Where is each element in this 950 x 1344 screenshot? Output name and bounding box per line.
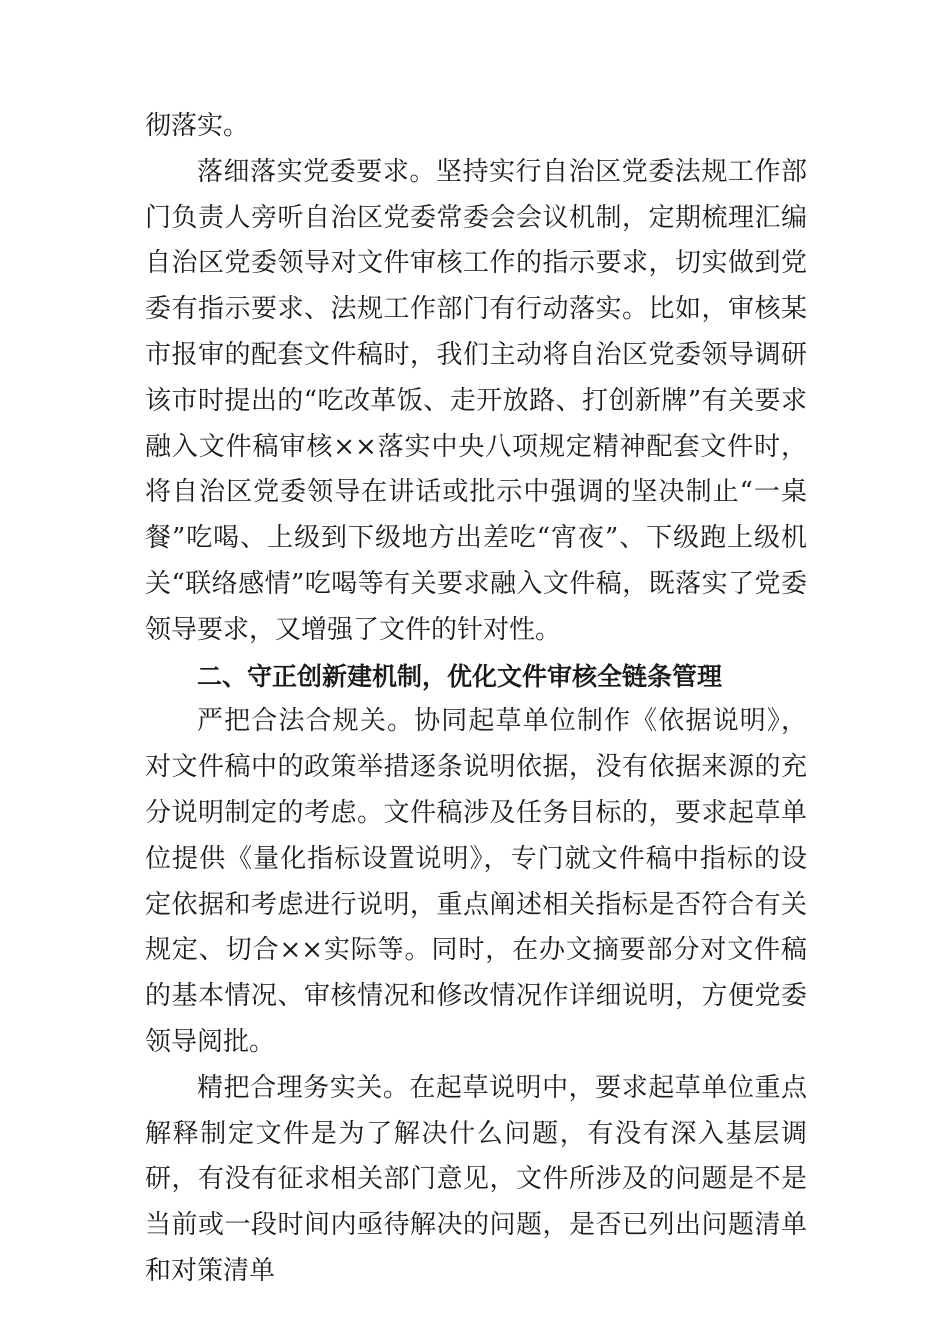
- paragraph-continuation: 彻落实。: [145, 111, 250, 141]
- paragraph-legal-compliance: 严把合法合规关。协同起草单位制作《依据说明》，对文件稿中的政策举措逐条说明依据，没有依据来源的充分说明制定的考虑。文件稿涉及任务目标的，要求起草单位提供《量化指标设置说明》，专门就文件稿中指标的设定依据和考虑进行说明，重点阐述相关指标是否符合有关规定、切合××实际等。同时，在办文摘要部分对文件稿的基本情况、审核情况和修改情况作详细说明，方便党委领导阅批。: [145, 706, 807, 1057]
- document-page: [145, 104, 807, 1295]
- paragraph-rational-practical: 精把合理务实关。在起草说明中，要求起草单位重点解释制定文件是为了解决什么问题，有没有深入基层调研，有没有征求相关部门意见，文件所涉及的问题是不是当前或一段时间内亟待解决的问题，是否已列出问题清单和对策清单: [145, 1072, 807, 1286]
- paragraph-party-requirements: 落细落实党委要求。坚持实行自治区党委法规工作部门负责人旁听自治区党委常委会会议机制，定期梳理汇编自治区党委领导对文件审核工作的指示要求，切实做到党委有指示要求、法规工作部门有行动落实。比如，审核某市报审的配套文件稿时，我们主动将自治区党委领导调研该市时提出的“吃改革饭、走开放路、打创新牌”有关要求融入文件稿审核××落实中央八项规定精神配套文件时，将自治区党委领导在讲话或批示中强调的坚决制止“一桌餐”吃喝、上级到下级地方出差吃“宵夜”、下级跑上级机关“联络感情”吃喝等有关要求融入文件稿，既落实了党委领导要求，又增强了文件的针对性。: [145, 156, 807, 645]
- section-heading-2: 二、守正创新建机制，优化文件审核全链条管理: [197, 661, 723, 691]
